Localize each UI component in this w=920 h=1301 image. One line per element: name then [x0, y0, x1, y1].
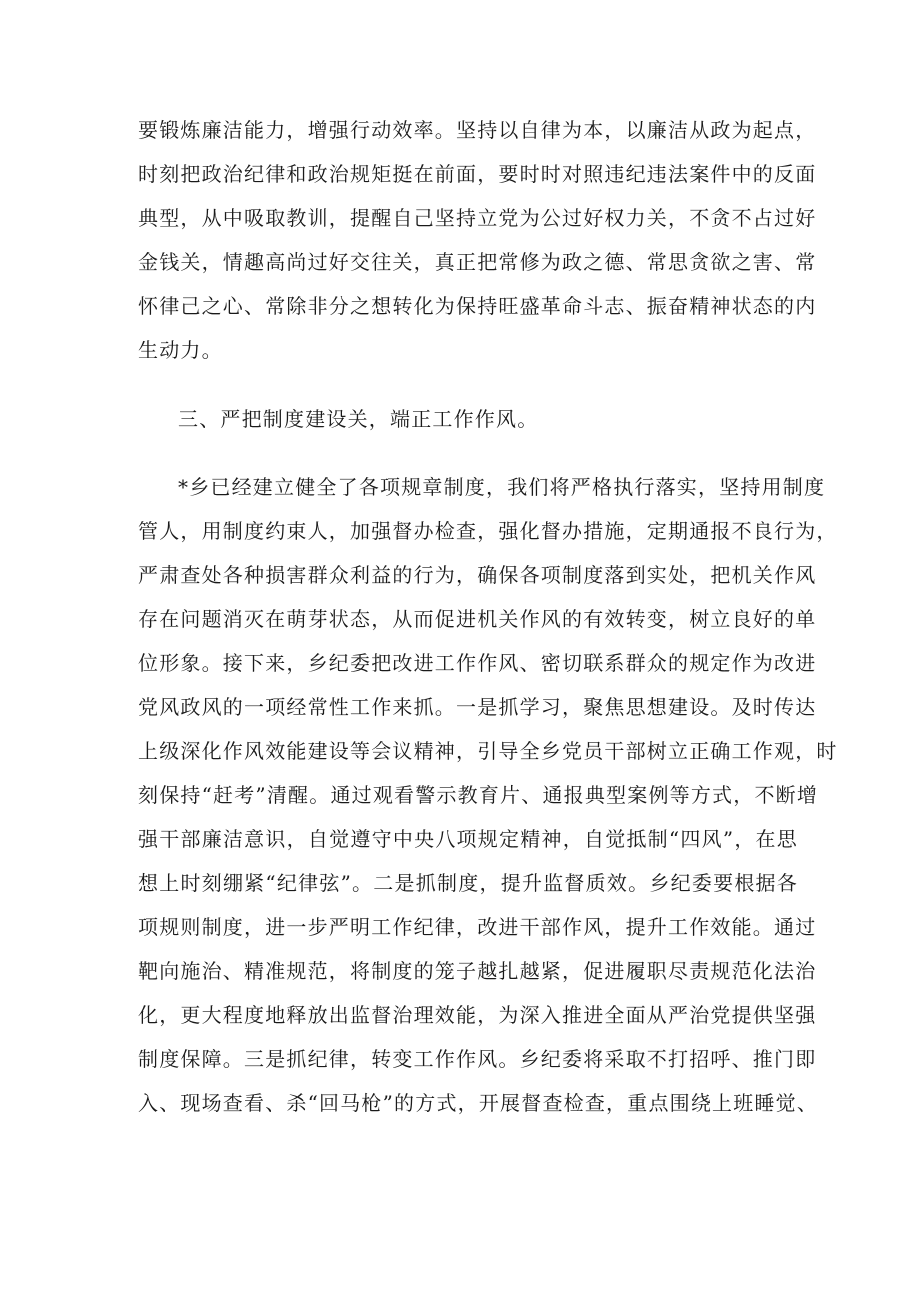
paragraph-2-line: 强干部廉洁意识，自觉遵守中央八项规定精神，自觉抵制“四风”，在思	[138, 827, 798, 851]
paragraph-1-line: 生动力。	[138, 338, 223, 362]
paragraph-2-line: 想上时刻绷紧“纪律弦”。二是抓制度，提升监督质效。乡纪委要根据各	[138, 871, 798, 895]
paragraph-2-line: 刻保持“赶考”清醒。通过观看警示教育片、通报典型案例等方式，不断增	[138, 783, 819, 807]
paragraph-1-line: 怀律己之心、常除非分之想转化为保持旺盛革命斗志、振奋精神状态的内	[138, 294, 817, 318]
section-heading: 三、严把制度建设关，端正工作作风。	[178, 407, 539, 431]
paragraph-2-line: 位形象。接下来，乡纪委把改进工作作风、密切联系群众的规定作为改进	[138, 651, 817, 675]
paragraph-2-line: 化，更大程度地释放出监督治理效能，为深入推进全面从严治党提供坚强	[138, 1003, 817, 1027]
paragraph-1-line: 典型，从中吸取教训，提醒自己坚持立党为公过好权力关，不贪不占过好	[138, 206, 817, 230]
paragraph-2-line: 项规则制度，进一步严明工作纪律，改进干部作风，提升工作效能。通过	[138, 915, 817, 939]
paragraph-2-line: 上级深化作风效能建设等会议精神，引导全乡党员干部树立正确工作观，时	[138, 739, 838, 763]
paragraph-2-line: *乡已经建立健全了各项规章制度，我们将严格执行落实，坚持用制度	[178, 475, 826, 499]
paragraph-2-line: 严肃查处各种损害群众利益的行为，确保各项制度落到实处，把机关作风	[138, 563, 817, 587]
paragraph-2-line: 存在问题消灭在萌芽状态，从而促进机关作风的有效转变，树立良好的单	[138, 607, 817, 631]
paragraph-1-line: 时刻把政治纪律和政治规矩挺在前面，要时时对照违纪违法案件中的反面	[138, 162, 817, 186]
paragraph-2-line: 入、现场查看、杀“回马枪”的方式，开展督查检查，重点围绕上班睡觉、	[138, 1091, 819, 1115]
paragraph-2-line: 制度保障。三是抓纪律，转变工作作风。乡纪委将采取不打招呼、推门即	[138, 1047, 817, 1071]
paragraph-1-line: 金钱关，情趣高尚过好交往关，真正把常修为政之德、常思贪欲之害、常	[138, 250, 817, 274]
paragraph-1-line: 要锻炼廉洁能力，增强行动效率。坚持以自律为本，以廉洁从政为起点，	[138, 118, 817, 142]
paragraph-2-line: 靶向施治、精准规范，将制度的笼子越扎越紧，促进履职尽责规范化法治	[138, 959, 817, 983]
paragraph-2-line: 党风政风的一项经常性工作来抓。一是抓学习，聚焦思想建设。及时传达	[138, 695, 817, 719]
paragraph-2-line: 管人，用制度约束人，加强督办检查，强化督办措施，定期通报不良行为，	[138, 519, 838, 543]
